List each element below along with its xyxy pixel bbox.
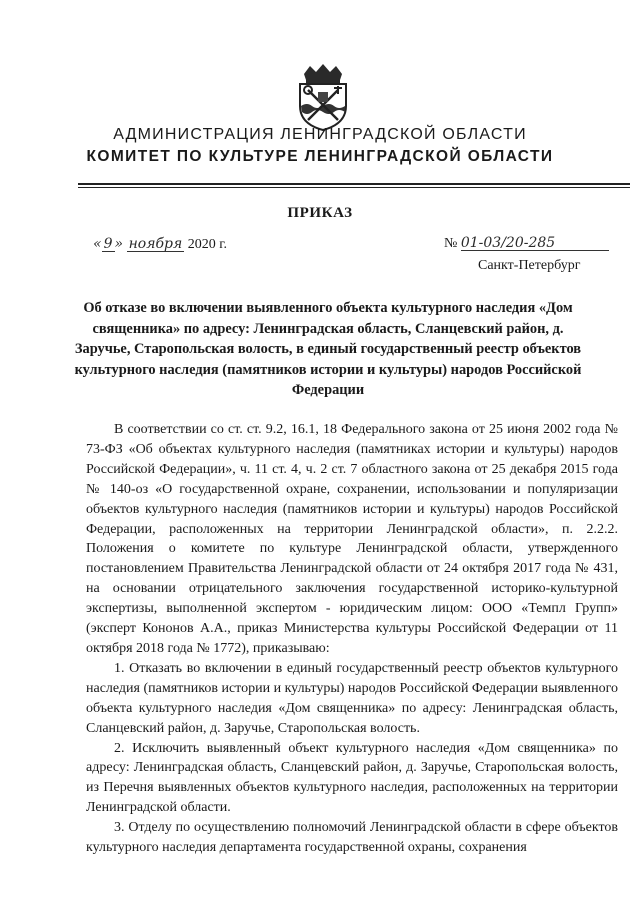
date-year: 2020 г. bbox=[187, 237, 227, 252]
header-divider-thick bbox=[78, 183, 630, 185]
date-day: 9 bbox=[103, 236, 113, 252]
document-number bbox=[444, 236, 609, 252]
document-title: Об отказе во включении выявленного объекта культурного наследия «Дом священника» по адресу: Ленинградская область, Сланцевский район, д. Заручье, Старопольская волость, в единый государственный реестр объектов культурного наследия (памятников истории и культуры) народов Российской Федерации bbox=[74, 300, 582, 398]
document-type: ПРИКАЗ bbox=[287, 205, 353, 221]
organization-name: АДМИНИСТРАЦИЯ ЛЕНИНГРАДСКОЙ ОБЛАСТИ bbox=[113, 126, 527, 143]
number-value: 01-03/20-285 bbox=[461, 236, 609, 251]
coat-of-arms-icon bbox=[292, 62, 354, 132]
preamble-paragraph: В соответствии со ст. ст. 9.2, 16.1, 18 Федерального закона от 25 июня 2002 года № 73-ФЗ «Об объектах культурного наследия (памятниках истории и культуры) народов Российской Федерации», ч. 11 ст. 4, ч. 2 ст. 7 областного закона от 25 декабря 2015 года № 140-оз «О государственной охране, сохранении, использовании и популяризации объектов культурного наследия (памятников истории и культуры) народов Российской Федерации, расположенных на территории Ленинградской области», п. 2.2.2. Положения о комитете по культуре Ленинградской области, утвержденного постановлением Правительства Ленинградской области от 24 октября 2017 года № 431, на основании отрицательного заключения государственной историко-культурной экспертизы, выполненной экспертом - юридическим лицом: ООО «Темпл Групп» (эксперт Кононов А.А., приказ Министерства культуры Российской Федерации от 11 октября 2018 года № 1772), приказываю: bbox=[86, 422, 618, 656]
document-date: « 9 » ноября 2020 г. bbox=[93, 236, 227, 252]
order-item-2: 2. Исключить выявленный объект культурного наследия «Дом священника» по адресу: Ленинградская область, Сланцевский район, д. Заручье, Старопольская волость, из Перечня выявленных объектов культурного наследия, расположенных на территории Ленинградской области. bbox=[86, 740, 618, 816]
date-month: ноября bbox=[128, 236, 183, 252]
document-city: Санкт-Петербург bbox=[478, 258, 581, 273]
order-item-3: 3. Отделу по осуществлению полномочий Ленинградской области в сфере объектов культурного наследия департамента государственной охраны, сохранения bbox=[86, 820, 618, 856]
header-divider-thin bbox=[78, 187, 630, 188]
document-body bbox=[86, 420, 618, 858]
number-prefix: № bbox=[444, 236, 458, 251]
committee-name: КОМИТЕТ ПО КУЛЬТУРЕ ЛЕНИНГРАДСКОЙ ОБЛАСТИ bbox=[86, 148, 554, 165]
order-item-1: 1. Отказать во включении в единый государственный реестр объектов культурного наследия (памятников истории и культуры) народов Российской Федерации выявленного объекта культурного наследия «Дом священника» по адресу: Ленинградская область, Сланцевский район, д. Заручье, Старопольская волость. bbox=[86, 660, 619, 736]
